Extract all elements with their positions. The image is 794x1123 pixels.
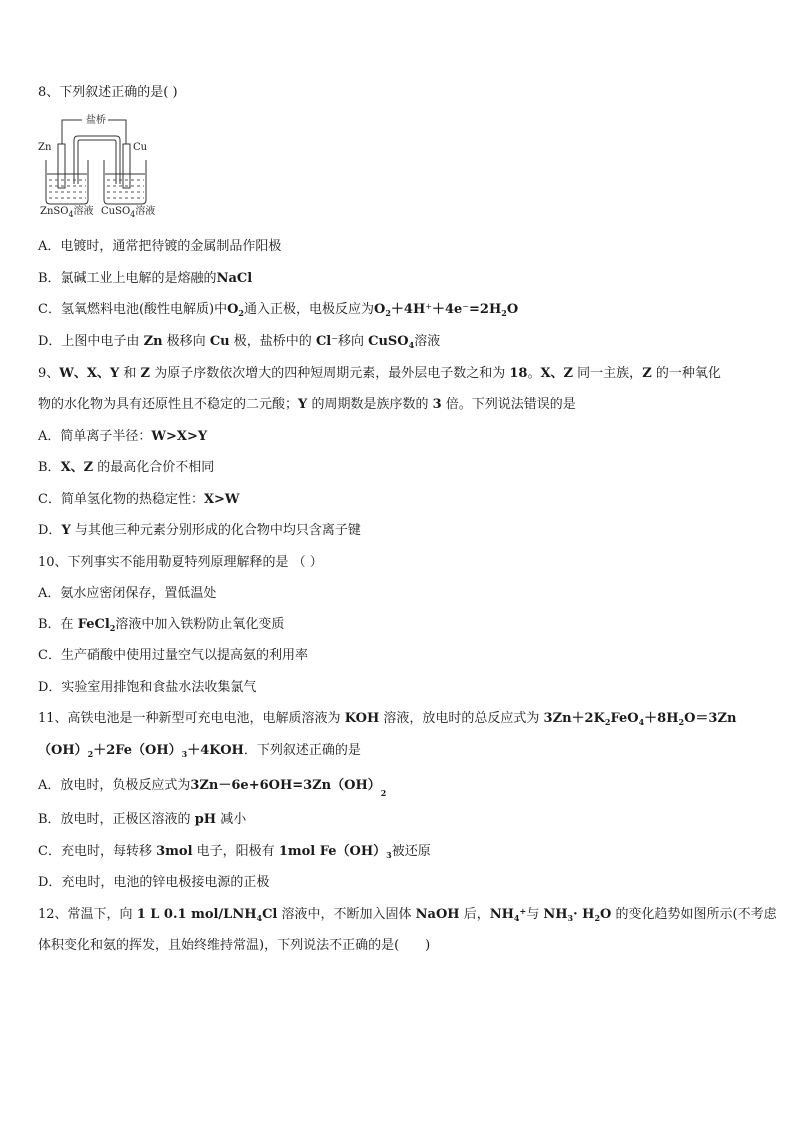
q11-a-a: A．放电时，负极反应式为 [38,778,191,793]
q11-l1-c: 溶液，放电时的总反应式为 [383,711,540,726]
q11-l2-d: 3 [181,749,188,759]
q11-option-b [38,811,246,829]
q11-c-b: 3mol [156,844,193,859]
q8-d-g: − [331,334,338,343]
q12-l1-k: 与 [526,907,540,922]
q8-c-e: O [374,302,386,317]
q12-l1-a: 12、常温下，向 [38,907,133,922]
q10-stem [38,554,323,572]
q9-l1-c: 和 [123,366,137,381]
q12-l1-n: · H [573,907,595,922]
q9-l1-j: Z [642,366,652,381]
q8-b-a: B．氯碱工业上电解的是熔融的 [38,271,217,286]
q12-l1-i: 4 [513,913,520,923]
q11-l1-e: 2 [604,717,611,727]
q8-d-a: D．上图中电子由 [38,334,140,349]
q12-l1-e: 溶液中，不断加入固体 [281,907,412,922]
q9-l2-a: 物的水化物为具有还原性且不稳定的二元酸； [38,397,299,412]
q9-b-c: 的最高化合价不相同 [97,460,215,475]
znso4-solution-label [40,206,94,218]
q9-l2-e: 倍。下列说法错误的是 [445,397,576,412]
q11-b-a: B．放电时，正极区溶液的 [38,812,191,827]
q11-l1-a: 11、高铁电池是一种新型可充电电池，电解质溶液为 [38,711,341,726]
q11-a-b: 3Zn－6e+6OH=3Zn（OH） [190,778,381,793]
q11-d-text: D．充电时，电池的锌电极接电源的正极 [38,875,270,890]
q8-c-i: ＋4e [431,302,463,317]
q9-d-b: Y [61,523,71,538]
q9-l1-b: W、X、Y [59,366,120,381]
znso4-a: ZnSO [40,206,69,217]
q11-c-e: 3 [386,850,392,860]
q8-d-c: 极移向 [166,334,206,349]
q9-d-c: 与其他三种元素分别形成的化合物中均只含离子键 [74,523,361,538]
q10-d-text: D．实验室用排饱和食盐水法收集氯气 [38,680,257,695]
q11-l2-a: （OH） [38,743,88,758]
q8-d-i: CuSO [368,334,409,349]
q11-l2-f: ．下列叙述正确的是 [243,743,361,758]
q10-option-a [38,585,216,603]
q10-stem-text: 10、下列事实不能用勒夏特列原理解释的是 （ ） [38,555,323,570]
galvanic-cell-diagram [38,116,164,220]
q8-d-h: 移向 [337,334,364,349]
q10-b-d: 溶液中加入铁粉防止氧化变质 [115,617,285,632]
q11-option-c [38,843,431,861]
q8-d-j: 4 [408,340,415,350]
q12-l1-f: NaOH [415,907,460,922]
q11-c-c: 电子，阳极有 [196,844,275,859]
q9-l1-k: 的一种氧化 [655,366,721,381]
q9-l2-c: 的周期数是族序数的 [311,397,429,412]
q12-l1-l: NH [543,907,568,922]
q9-l1-a: 9、 [38,366,60,381]
q9-l1-h: X、Z [540,366,574,381]
q9-l1-g: 。 [527,366,541,381]
q9-c-a: C．简单氢化物的热稳定性： [38,492,204,507]
q8-a-text: A．电镀时，通常把待镀的金属制品作阳极 [38,239,282,254]
q12-l1-j: + [519,906,527,916]
q9-d-a: D． [38,523,62,538]
cuso4-a: CuSO [101,206,131,217]
q12-stem-line1 [38,906,777,924]
q8-c-m: O [506,302,519,317]
q12-l1-b: 1 L 0.1 mol/LNH [136,907,257,922]
q12-l1-c: 4 [256,913,263,923]
q8-stem [38,84,178,102]
cuso4-b: 溶液 [135,206,156,217]
q11-b-b: pH [194,812,217,827]
q11-l1-f: FeO [610,711,639,726]
q8-option-a [38,238,281,256]
q8-c-d: 通入正极，电极反应为 [244,302,375,317]
znso4-sub: 4 [68,210,74,219]
q11-c-d: 1mol Fe（OH） [278,844,387,859]
q9-b-b: X、Z [60,460,94,475]
salt-bridge-label: 盐桥 [86,115,106,126]
q11-l1-d: 3Zn＋2K [543,711,605,726]
q11-l1-g: 4 [638,717,645,727]
q8-stem-text: 8、下列叙述正确的是( ) [38,85,178,100]
q12-l1-p: O [600,907,612,922]
q12-l1-q: 的变化趋势如图所示(不考虑 [615,907,777,922]
q11-stem-line1 [38,710,736,728]
q9-option-a [38,428,207,446]
q12-l1-m: 3 [567,913,574,923]
q11-l1-i: 2 [678,717,685,727]
q12-l1-h: NH [489,907,514,922]
q9-stem-line2 [38,396,576,414]
q8-b-b: NaCl [216,271,253,286]
q8-c-k: =2H [469,302,502,317]
q12-l1-d: Cl [262,907,278,922]
q11-l2-e: ＋4KOH [187,743,244,758]
q9-l1-f: 18 [509,366,528,381]
q8-d-k: 溶液 [414,334,441,349]
q9-l1-d: Z [140,366,151,381]
q12-l1-o: 2 [594,913,601,923]
q8-c-c: 2 [238,308,244,318]
q11-l1-h: ＋8H [644,711,679,726]
q9-l1-i: 同一主族， [577,366,643,381]
q11-l1-j: O＝3Zn [684,711,737,726]
q11-c-a: C．充电时，每转移 [38,844,152,859]
q8-option-d [38,333,440,351]
q11-option-a [38,777,387,798]
q8-d-d: Cu [209,334,230,349]
q11-c-f: 被还原 [391,844,431,859]
zn-electrode-label: Zn [38,142,52,153]
q9-option-b [38,459,214,477]
q8-option-b [38,270,252,288]
cuso4-solution-label [101,206,155,218]
q9-option-c [38,491,240,509]
q10-option-c [38,647,308,665]
q8-c-h: + [425,302,432,311]
q9-b-a: B． [38,460,61,475]
q11-l1-b: KOH [344,711,380,726]
q8-c-a: C．氢氧燃料电池(酸性电解质)中 [38,302,228,317]
q9-a-b: W>X>Y [151,429,208,444]
cuso4-sub: 4 [130,210,136,219]
galvanic-cell-drawing [38,116,164,220]
q11-b-c: 减小 [220,812,247,827]
znso4-b: 溶液 [73,206,94,217]
q8-c-g: ＋4H [390,302,426,317]
q11-l2-b: 2 [87,749,94,759]
cu-electrode-label: Cu [133,142,148,153]
q8-option-c [38,301,518,319]
q9-l2-d: 3 [432,397,442,412]
q10-b-a: B．在 [38,617,74,632]
q12-l2-a: 体积变化和氨的挥发，且始终维持常温)，下列说法不正确的是( ) [38,938,431,953]
q8-c-f: 2 [385,308,391,318]
q9-stem-line1 [38,365,721,383]
q10-b-b: FeCl [77,617,110,632]
q11-a-c: 2 [380,788,387,798]
q10-b-c: 2 [109,623,116,633]
q12-l1-g: 后， [463,907,490,922]
q10-c-text: C．生产硝酸中使用过量空气以提高氨的利用率 [38,648,308,663]
q11-stem-line2 [38,742,361,760]
q8-c-j: − [462,302,469,311]
q8-c-l: 2 [501,308,507,318]
q10-a-text: A．氨水应密闭保存，置低温处 [38,586,217,601]
q9-l1-e: 为原子序数依次增大的四种短周期元素，最外层电子数之和为 [154,366,506,381]
q8-d-e: 极，盐桥中的 [233,334,312,349]
q9-l2-b: Y [298,397,308,412]
q12-stem-line2 [38,937,430,955]
q8-d-b: Zn [143,334,163,349]
q10-option-d [38,679,256,697]
q9-c-b: X>W [203,492,240,507]
q8-d-f: Cl [315,334,332,349]
q9-a-a: A．简单离子半径： [38,429,152,444]
q8-c-b: O [227,302,239,317]
q9-option-d [38,522,361,540]
q11-option-d [38,874,269,892]
q11-l2-c: ＋2Fe（OH） [93,743,182,758]
q10-option-b [38,616,284,634]
